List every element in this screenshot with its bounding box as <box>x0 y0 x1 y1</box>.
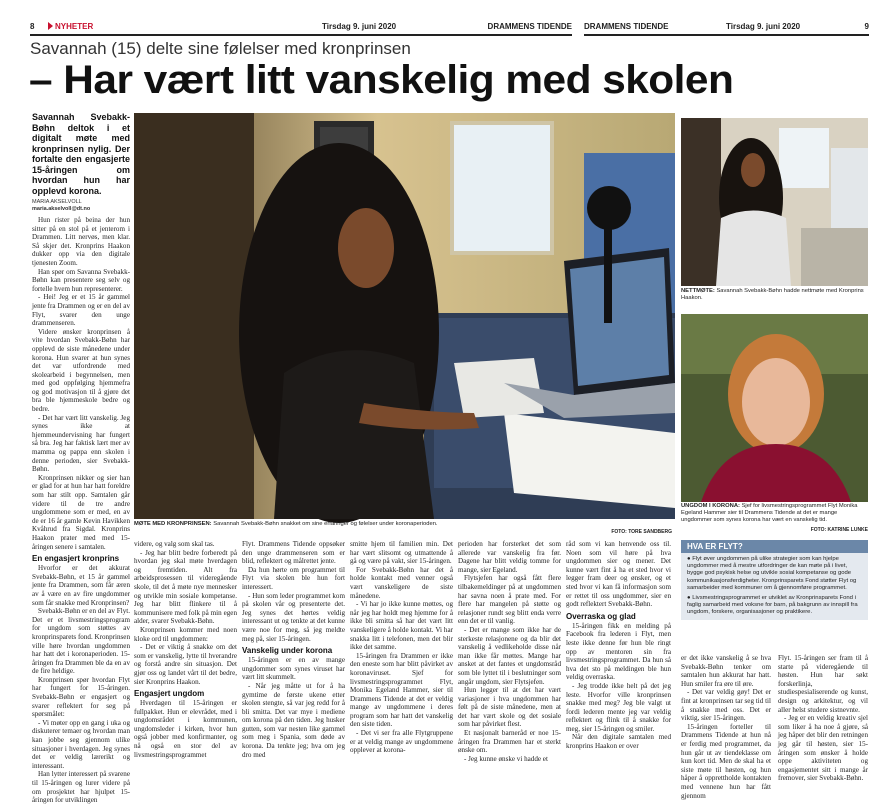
kicker: Savannah (15) delte sine følelser med kronprinsen <box>30 39 411 58</box>
paragraph: - Jeg kunne ønske vi hadde et <box>464 754 548 763</box>
caption-text: Sjef for livsmestringsprogrammet Flyt Monika Egeland Hammer sier til Drammens Tidende at det er mange ungdommer som synes korona har vært en vanskelig tid. <box>681 503 858 523</box>
paragraph: - Det er mange som ikke har de sterkeste relasjonene og da blir det vanskelig å vedlikeholde disse når man ikke får møttes. Mange har ansket at det fantes et ungdomsråd som ble lyttet til i beslutninger som angår ungdom, sier Flytsjefen. <box>458 625 561 686</box>
paragraph: - Det har vært litt vanskelig. Jeg synes ikke at hjemmeundervisning har fungert så bra. Jeg har faktisk lært mer av mamma og pappa enn skolen i denne perioden, sier Svebakk-Bøhn. <box>32 413 130 474</box>
paragraph: - Det var veldig gøy! Det er fint at kronprinsen tar seg tid til å snakke med oss. Det er viktig, sier 15-åringen. <box>681 688 771 723</box>
caption-text: Savannah Svebakk-Bøhn hadde nettmøte med Kronprins Haakon. <box>681 288 864 301</box>
paragraph: Hun legger til at det har vært variasjoner i hva ungdommen har følt på de siste månedene, men at det har vært skole og det sosiale som har påvirket flest. <box>458 686 561 729</box>
byline-email: maria.akselvoll@dt.no <box>32 206 91 212</box>
folio-left <box>30 22 572 34</box>
paragraph: perioden har forsterket det som allerede var vanskelig fra før. Dagene har blitt veldig tomme for mange, sier Egeland. <box>458 540 561 574</box>
paragraph: - Det er viktig å snakke om det som er vanskelig, lytte til hverandre og forstå andre sin situasjon. Det gjør oss og landet vårt til det bedre, sier Kronprins Haakon. <box>134 643 237 686</box>
section-marker-icon <box>48 22 53 30</box>
headline: – Har vært litt vanskelig med skolen <box>29 58 734 102</box>
paragraph: Kronprinsen kommer med noen kloke ord til ungdommen: <box>134 625 237 643</box>
factbox <box>681 540 868 620</box>
subhead: Vanskelig under korona <box>242 646 333 656</box>
photo-nettmote-caption <box>681 288 868 302</box>
photo-ungdom-korona-illustration <box>681 314 868 502</box>
factbox-item-text: Livsmestringsprogrammet er utviklet av Kronprinsparets Fond i faglig samarbeid med voksne for barn, på bakgrunn av innspill fra ungdom, forskere, organisasjoner og praktikere. <box>687 595 858 616</box>
paragraph: Da hun hørte om programmet til Flyt via skolen ble hun fort interessert. <box>242 565 345 591</box>
column-5 <box>458 540 561 776</box>
paragraph: - Jeg er en veldig kreativ sjel som liker å ha noe å gjøre, så jeg håper det blir den retningen jeg går til høsten, sier 15-åringen som ønsker å holde oppe aktiviteten og engasjementet sitt i mange år fremover, sier Svebakk-Bøhn. <box>778 714 868 783</box>
factbox-title: HVA ER FLYT? <box>681 540 868 553</box>
column-6 <box>566 540 671 776</box>
factbox-body <box>681 553 868 620</box>
subhead: Engasjert ungdom <box>134 689 205 699</box>
paragraph: er det ikke vanskelig å se hva Svebakk-Bøhn tenker om samtalen hun akkurat har hatt. Hun smiler fra øre til øre. <box>681 654 771 688</box>
paragraph: Han lytter interessert på svarene til 15-åringen og lurer videre på om prosjektet har hjulpet 15-åringen for utviklingen <box>32 770 130 805</box>
photo-nettmote <box>681 118 868 286</box>
caption-label: NETTMØTE: <box>681 288 715 294</box>
main-photo-illustration <box>134 113 675 519</box>
subhead: Overraska og glad <box>566 611 636 621</box>
paragraph: 15-åringen forteller til Drammens Tidende at hun nå er ferdig med programmet, da hun går ut av tiendeklasse om kun kort tid. Men de skal ha et siste møte til høsten, og hun håper å opprettholde kontakten med vennene hun har fått gjennom <box>681 722 771 800</box>
paragraph: Videre ønsker kronprinsen å vite hvordan Svebakk-Bøhn har opplevd de siste månedene under korona. Hun svarer at hun synes det var utfordrende med skolearbeid i begynnelsen, men med god oppfølging hjemmefra og god motivasjon til å gjøre det bra ble hjemmeskole bedre og bedre. <box>32 327 130 414</box>
folio-date-right: Tirsdag 9. juni 2020 <box>726 22 801 31</box>
section-label <box>48 22 93 31</box>
caption-text: Savannah Svebakk-Bøhn snakket om sine erfaringer og følelser under koronaperioden. <box>213 521 438 527</box>
photo-ungdom-korona <box>681 314 868 502</box>
paragraph: Hvorfor er det akkurat Svebakk-Bøhn, et 15 år gammel jente fra Drammen, som får æren av å være en av fire ungdommer som får snakke med Kronprinsen? <box>32 564 130 607</box>
column-2 <box>134 540 237 776</box>
paragraph: - Vi har jo ikke kunne møttes, og når jeg har holdt meg hjemme for å ikke bli smitta så har det vært litt vanskeligere å holde kontakt. Vi har snakka litt i telefonen, men det blir ikke det samme. <box>350 600 453 652</box>
paragraph: Svebakk-Bøhn er en del av Flyt. Det er et livsmestringsprogram for ungdom som støttes av kronprinsparets fond. Kronprinsen ville høre hvordan ungdommen har hatt det i koronaperioden. 15-åringen fra Drammen ble da en av de fire heldige. <box>32 607 130 676</box>
folio-date: Tirsdag 9. juni 2020 <box>322 22 397 31</box>
paragraph: Flyt. Drammens Tidende oppsøker den unge drammenseren som er blid, reflektert og målrettet jente. <box>242 540 345 566</box>
folio-paper: DRAMMENS TIDENDE <box>487 22 572 31</box>
subhead: En engasjert kronprins <box>32 554 120 564</box>
paragraph: Når den digitale samtalen med kronprins Haakon er over <box>566 733 671 751</box>
paragraph: - Når jeg måtte ut for å ha gymtime de første ukene etter skolen stengte, så var jeg redd for å bli smitta. Det var mye i mediene om korona på den tiden. Jeg husker gutten, som var nesten like gammel som meg i Spania, som døde av korona. Da tenkte jeg; hva om jeg dro med <box>242 681 345 759</box>
paragraph: Flytsjefen har også fått flere tilbakemeldinger på at ungdommen har savna noen å prate med. For flere har mangelen på støtte og relasjoner rundt seg blitt enda verre enn det er til vanlig. <box>458 574 561 626</box>
factbox-item: ● Livsmestringsprogrammet er utviklet av Kronprinsparets Fond i faglig samarbeid med voksne for barn, på bakgrunn av innspill fra ungdom, forskere, organisasjoner og praktikere. <box>687 595 858 616</box>
folio-rule-right <box>584 34 869 36</box>
paragraph: 15-åringen fikk en melding på Facebook fra lederen i Flyt, men leste ikke denne før hun ble ringt opp av mentoren sin fra livsmestringsprogrammet. Da hun så hva det sto på meldingen ble hun veldig overraska. <box>566 621 671 682</box>
main-photo-credit: FOTO: TORE SANDBERG <box>611 529 672 535</box>
main-photo <box>134 113 675 519</box>
page-number-right: 9 <box>864 22 869 31</box>
paragraph: - Hun som leder programmet kom på skolen vår og presenterte det. Jeg synes det hørtes veldig interessant ut og tenkte at det kunne være noe for meg, så jeg meldte meg på, sier 15-åringen. <box>242 591 345 643</box>
main-photo-caption <box>134 521 544 528</box>
paragraph: - Vi møter opp en gang i uka og diskuterer temaer og hvordan man kan jobbe seg gjennom ulike situasjoner i hverdagen. Jeg synes det er veldig lærerikt og interessant. <box>32 718 130 770</box>
paragraph: Kronprinsen spør hvordan Flyt har fungert for 15-åringen. Svebakk-Bøhn er engasjert og svarer reflektert for seg på spørsmålet: <box>32 675 130 719</box>
folio-rule-left <box>30 34 572 36</box>
paragraph: råd som vi kan henvende oss til. Noen som vil høre på hva ungdommen sier og mener. Det kunne vært fint å ha et sted hvor vi legger fram deer og ønsker, og et sted hvor vi kan få informasjon som er rettet til oss ungdommer, sier en godt reflektert Svebakk-Bøhn. <box>566 540 671 609</box>
caption-label: MØTE MED KRONPRINSEN: <box>134 521 212 527</box>
paragraph: Hverdagen til 15-åringen er fullpakket. Hun er elevrådet, med i ungdomsrådet i kommunen, ungdomsleder i kirken, hvor hun også jobber med konfirmanter, og nå også en stor del av livsmestringsprogrammet <box>134 699 237 759</box>
photo-ungdom-caption <box>681 503 868 524</box>
paragraph: Et nasjonalt barneråd er noe 15-åringen fra Drammen har et sterkt ønske om. <box>458 729 561 755</box>
paragraph: - Hei! Jeg er et 15 år gammel jente fra Drammen og er en del av Flyt, svarer den unge drammenseren. <box>32 293 130 328</box>
paragraph: 15-åringen er en av mange ungdommer som synes viruset har vært litt skummelt. <box>242 656 345 682</box>
column-1 <box>32 112 130 805</box>
paragraph: - Jeg trodde ikke helt på det jeg leste. Hvorfor ville kronprinsen snakke med meg? Jeg ble valgt ut fordi lederen mente jeg var veldig reflektert og flink til å snakke for meg, sier 15-åringen og smiler. <box>566 681 671 733</box>
paragraph: Flyt. 15-åringen ser fram til å starte på videregående til høsten. Hun har søkt forskerlinja, studiespesialiserende og kunst, design og arkitektur, og vil aller helst studere sistnevnte. <box>778 654 868 714</box>
folio-paper-right: DRAMMENS TIDENDE <box>584 22 669 31</box>
paragraph: videre, og valg som skal tas. <box>134 540 215 548</box>
factbox-item: ● Flyt øver ungdommen på ulike strategier som kan hjelpe ungdommer med å mestre utfordringer de kan møte på i livet, bygge god psykisk helse og utvikle sosial kompetanse og gode kommunikasjonsferdigheter. Kronprinsparets Fond støtter Flyt og samarbeider med kommuner om å gjennomføre programmet. <box>687 556 857 591</box>
paragraph: smitte hjem til familien min. Det har vært slitsomt og utmattende å gå og være på vakt, sier 15-åringen. <box>350 540 453 566</box>
photo-ungdom-credit: FOTO: KATRINE LUNKE <box>810 527 868 533</box>
caption-label: UNGDOM I KORONA: <box>681 503 740 509</box>
photo-nettmote-illustration <box>681 118 868 286</box>
paragraph: - Jeg har blitt bedre forberedt på hvordan jeg skal møte hverdagen og fremtiden. Alt fra arbeidsprosessen til videregående skole, til det å møte nye mennesker og utvikle min sosiale kompetanse. Jeg har blitt flinkere til å kommunisere med folk på min egen alder, svarer Svebakk-Bøhn. <box>134 548 237 626</box>
ingress: Savannah Svebakk-Bøhn deltok i et digitalt møte med kronprinsen nylig. Der fortalte den engasjerte 15-åringen om hvordan hun har opplevd korona. <box>32 112 130 196</box>
section-name: NYHETER <box>55 22 94 31</box>
paragraph: - Det vi ser fra alle Flytgruppene er at veldig mange av ungdommene opplever at korona- <box>350 729 453 755</box>
column-8 <box>778 654 868 783</box>
factbox-item-text: Flyt øver ungdommen på ulike strategier som kan hjelpe ungdommer med å mestre utfordringer de kan møte på i livet, bygge god psykisk helse og utvikle sosial kompetanse og gode kommunikasjonsferdigheter. Kronprinsparets Fond støtter Flyt og samarbeider med kommuner om å gjennomføre programmet. <box>687 556 857 591</box>
paragraph: For Svebakk-Bøhn har det å holde kontakt med venner også vært vanskeligere de siste månedene. <box>350 565 453 600</box>
paragraph: 15-åringen fra Drammen er ikke den eneste som har blitt påvirket av koronaviruset. Sjef for livsmestringsprogrammet Flyt, Monika Egeland Hammer, sier til Drammens Tidende at det er veldig mange av ungdommene i deres program som har hatt det vanskelig den siste tiden. <box>350 651 453 729</box>
column-3 <box>242 540 345 776</box>
column-7 <box>681 654 771 800</box>
byline-name: MARIA AKSELVOLL <box>32 199 82 205</box>
paragraph: Kronprinsen nikker og sier han er glad for at hun har hatt foreldre som har stilt opp. Samtalen går videre til de tre andre ungdommene som er med, en av de er 16 år gamle Kevin Havikken Kvåhrud fra Sigdal. Kronprins Haakon prater med med 15-åringen senere i samtalen. <box>32 473 130 551</box>
folio-right <box>584 22 869 34</box>
column-4 <box>350 540 453 776</box>
paragraph: Han spør om Savanna Svebakk-Bøhn kan presentere seg selv og fortelle hvem hun representerer. <box>32 267 130 293</box>
paragraph: Hun rister på beina der hun sitter på en stol på et jenterom i Drammen. Litt nervøs, men klar. Så skjer det. Kronprins Haakon dukker opp via den digitale tjenesten Zoom. <box>32 216 130 267</box>
page-number: 8 <box>30 22 35 31</box>
